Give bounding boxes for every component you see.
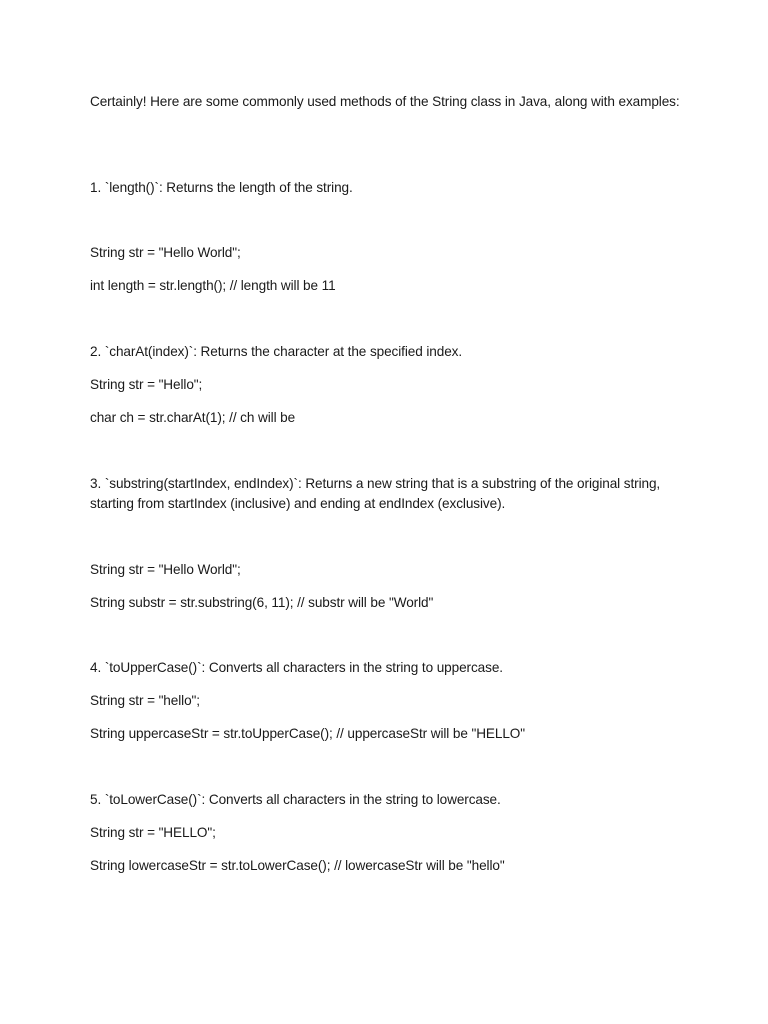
section-2-code-line-1: String str = "Hello"; <box>90 377 203 392</box>
section-1-code-line-2: int length = str.length(); // length will be 11 <box>90 278 336 293</box>
section-2-code-line-2: char ch = str.charAt(1); // ch will be <box>90 410 296 425</box>
intro-paragraph: Certainly! Here are some commonly used methods of the String class in Java, along with examples: <box>90 94 680 109</box>
section-1-heading: 1. `length()`: Returns the length of the string. <box>90 180 353 195</box>
section-3-code-line-2: String substr = str.substring(6, 11); // substr will be "World" <box>90 595 434 610</box>
section-5-code-line-1: String str = "HELLO"; <box>90 825 216 840</box>
section-1-code-line-1: String str = "Hello World"; <box>90 245 241 260</box>
section-2-heading: 2. `charAt(index)`: Returns the character at the specified index. <box>90 344 463 359</box>
section-4-heading: 4. `toUpperCase()`: Converts all characters in the string to uppercase. <box>90 660 503 675</box>
section-5-heading: 5. `toLowerCase()`: Converts all characters in the string to lowercase. <box>90 792 501 807</box>
section-4-code-line-2: String uppercaseStr = str.toUpperCase(); // uppercaseStr will be "HELLO" <box>90 726 526 741</box>
section-3-code-line-1: String str = "Hello World"; <box>90 562 241 577</box>
section-4-code-line-1: String str = "hello"; <box>90 693 200 708</box>
section-5-code-line-2: String lowercaseStr = str.toLowerCase(); // lowercaseStr will be "hello" <box>90 858 505 873</box>
section-3-heading: 3. `substring(startIndex, endIndex)`: Returns a new string that is a substring of the original string, starting from startIndex (inclusive) and ending at endIndex (exclusive). <box>90 476 661 511</box>
